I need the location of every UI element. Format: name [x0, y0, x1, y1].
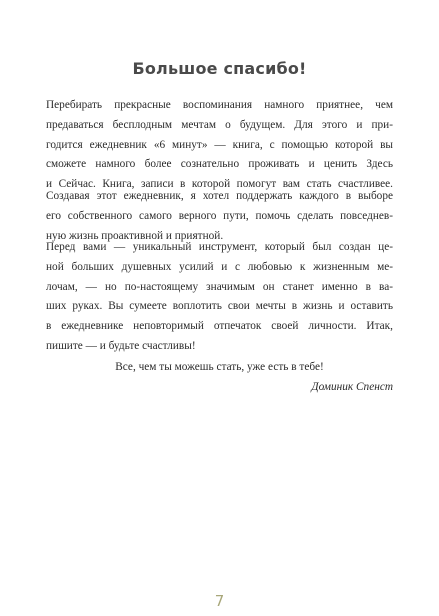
paragraph-line: лочам, — но по-настоящему значимым он станет именно в ва- — [46, 280, 393, 293]
paragraph-line: годится ежедневник «6 минут» — книга, с помощью которой вы — [46, 138, 393, 151]
paragraph-line: сможете намного более сознательно проживать и ценить Здесь — [46, 158, 393, 171]
paragraph-line: ших руках. Вы сумеете воплотить свои мечты в жизнь и оставить — [46, 300, 393, 313]
paragraph-line: пишите — и будьте счастливы! — [46, 339, 196, 352]
paragraph-line: Перебирать прекрасные воспоминания намного приятнее, чем — [46, 99, 393, 111]
paragraph-line: Перед вами — уникальный инструмент, который был создан це- — [46, 241, 393, 253]
paragraph-3 — [46, 238, 393, 357]
paragraph-line: в ежедневнике неповторимый отпечаток своей личности. Итак, — [46, 320, 393, 333]
paragraph-1 — [46, 96, 393, 195]
page-title: Большое спасибо! — [132, 59, 307, 78]
paragraph-line: ную жизнь проактивной и приятной. — [46, 229, 224, 242]
paragraph-line: Создавая этот ежедневник, я хотел поддержать каждого в выборе — [46, 190, 393, 202]
paragraph-line: и Сейчас. Книга, записи в которой помогут вам стать счастливее. — [46, 178, 393, 191]
page-number: 7 — [214, 592, 225, 610]
paragraph-line: ной больших душевных усилий и с любовью к жизненным ме- — [46, 260, 393, 273]
paragraph-line: его собственного самого верного пути, помочь сделать повседнев- — [46, 209, 393, 222]
paragraph-line: предаваться бесплодным мечтам о будущем. Для этого и при- — [46, 118, 393, 131]
quote-author: Доминик Спенст — [311, 381, 393, 393]
epigraph-quote: Все, чем ты можешь стать, уже есть в тебе! — [115, 361, 324, 373]
